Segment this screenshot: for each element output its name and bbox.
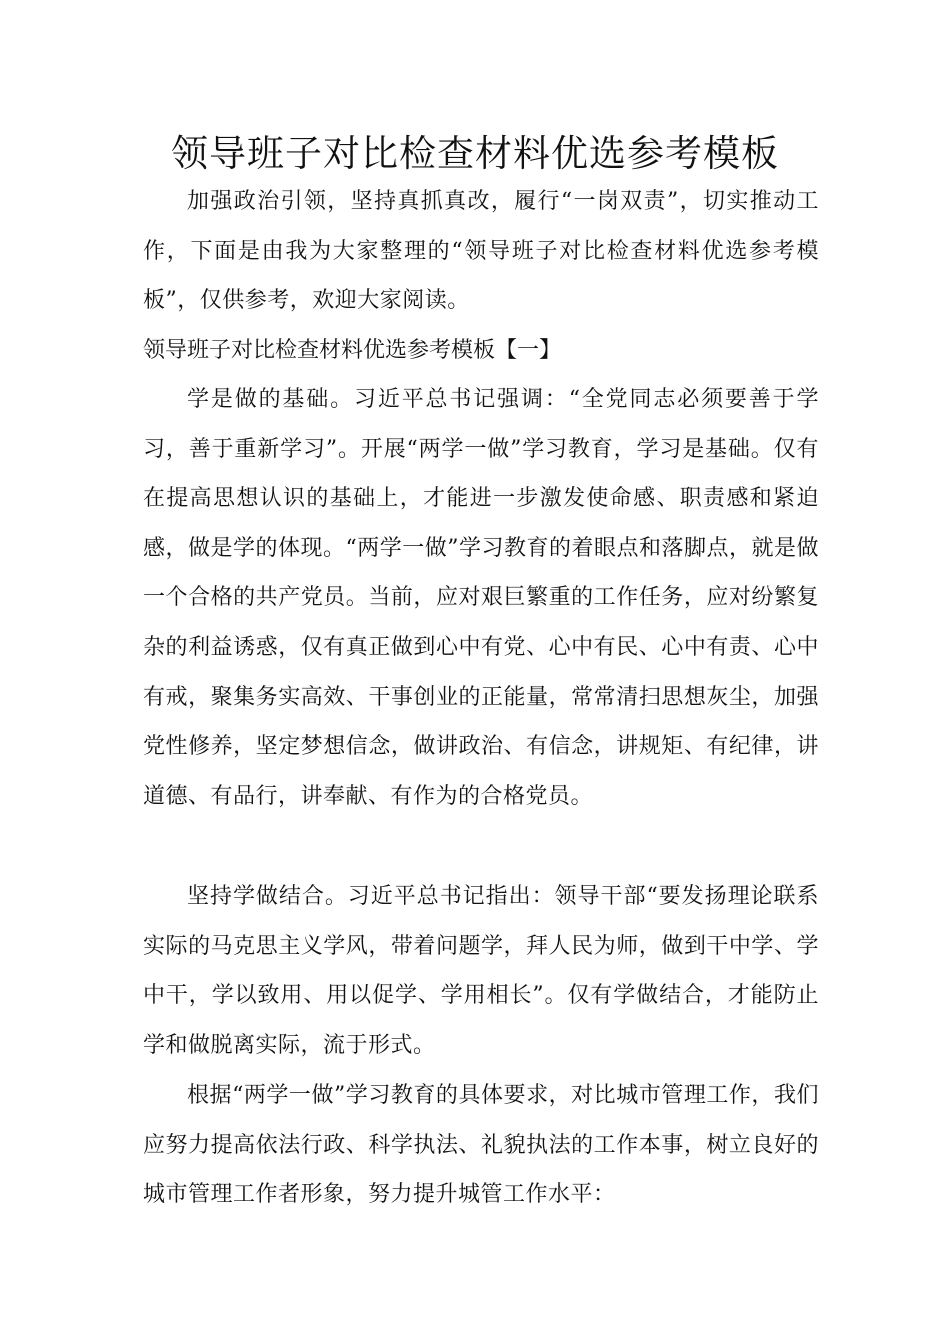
body-paragraph-2: 坚持学做结合。习近平总书记指出：领导干部“要发扬理论联系实际的马克思主义学风，带着问题学，拜人民为师，做到干中学、学中干，学以致用、用以促学、学用相长”。仅有学做结合，才能防止学和做脱离实际，流于形式。 [143,884,819,1058]
body-paragraph-1: 学是做的基础。习近平总书记强调：“全党同志必须要善于学习，善于重新学习”。开展“两学一做”学习教育，学习是基础。仅有在提高思想认识的基础上，才能进一步激发使命感、职责感和紧迫感，做是学的体现。“两学一做”学习教育的着眼点和落脚点，就是做一个合格的共产党员。当前，应对艰巨繁重的工作任务，应对纷繁复杂的利益诱惑，仅有真正做到心中有党、心中有民、心中有责、心中有戒，聚集务实高效、干事创业的正能量，常常清扫思想灰尘，加强党性修养，坚定梦想信念，做讲政治、有信念，讲规矩、有纪律，讲道德、有品行，讲奉献、有作为的合格党员。 [143,387,819,809]
section-heading: 领导班子对比检查材料优选参考模板【一】 [143,338,562,363]
document-title: 领导班子对比检查材料优选参考模板 [171,132,779,175]
intro-paragraph: 加强政治引领，坚持真抓真改，履行“一岗双责”，切实推动工作，下面是由我为大家整理的“领导班子对比检查材料优选参考模板”，仅供参考，欢迎大家阅读。 [143,189,819,314]
body-paragraph-3: 根据“两学一做”学习教育的具体要求，对比城市管理工作，我们应努力提高依法行政、科学执法、礼貌执法的工作本事，树立良好的城市管理工作者形象，努力提升城管工作水平： [143,1083,819,1208]
